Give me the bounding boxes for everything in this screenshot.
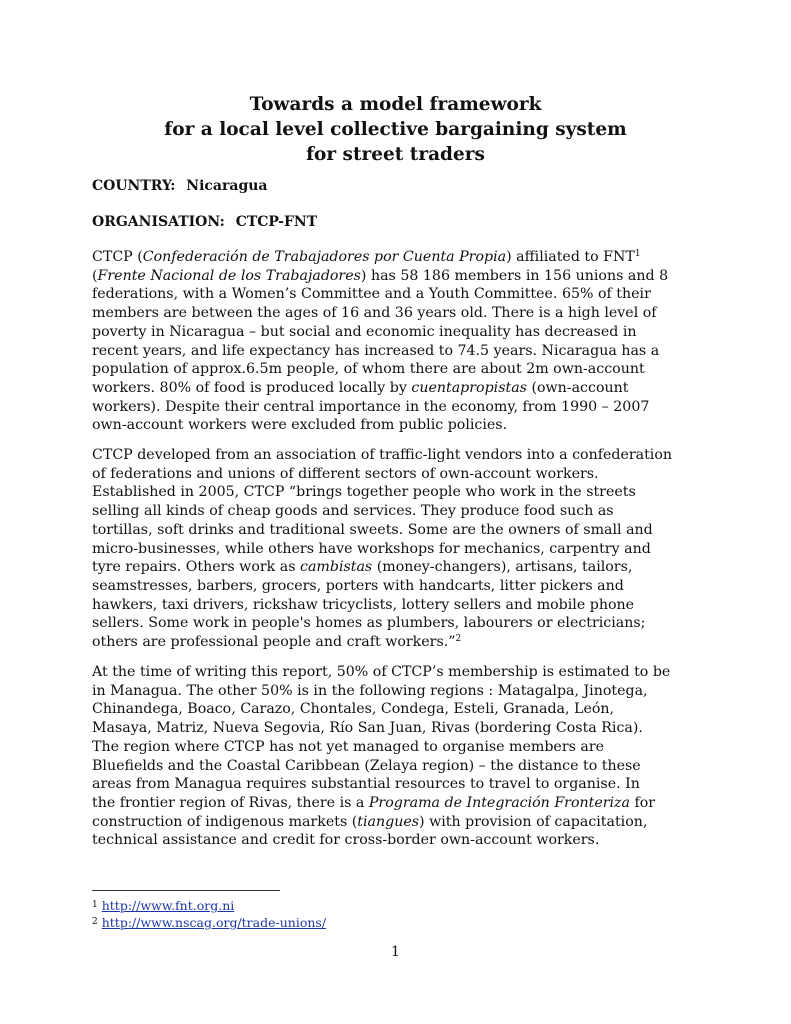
text-line: of federations and unions of different sectors of own-account workers. (92, 465, 599, 482)
text-line: federations, with a Women’s Committee and a Youth Committee. 65% of their (92, 286, 651, 303)
text-line: workers. 80% of food is produced locally by cuentapropistas (own-account (92, 379, 629, 396)
text-line: technical assistance and credit for cross-border own-account workers. (92, 832, 600, 849)
text-line: areas from Managua requires substantial resources to travel to organise. In (92, 776, 640, 793)
footnote-number: 2 (92, 917, 98, 927)
text-line: in Managua. The other 50% is in the following regions : Matagalpa, Jinotega, (92, 682, 648, 699)
footnote-ref-2: 2 (455, 634, 462, 645)
text-line: poverty in Nicaragua – but social and economic inequality has decreased in (92, 323, 637, 340)
title-line-1: Towards a model framework (249, 94, 542, 115)
footnote-link-fnt[interactable]: http://www.fnt.org.ni (101, 898, 235, 913)
text-line: hawkers, taxi drivers, rickshaw tricyclists, lottery sellers and mobile phone (92, 596, 635, 613)
text-line: (Frente Nacional de los Trabajadores) has 58 186 members in 156 unions and 8 (92, 267, 669, 284)
paragraph-membership (92, 248, 712, 435)
text-line: Chinandega, Boaco, Carazo, Chontales, Condega, Esteli, Granada, León, (92, 701, 615, 718)
text-line: members are between the ages of 16 and 36 years old. There is a high level of (92, 305, 657, 322)
footnote-link-nscag[interactable]: http://www.nscag.org/trade-unions/ (101, 915, 327, 930)
paragraph-regions (92, 663, 712, 850)
text-line: workers). Despite their central importance in the economy, from 1990 – 2007 (92, 398, 650, 415)
text-line: Established in 2005, CTCP “brings together people who work in the streets (92, 484, 636, 501)
text-line: the frontier region of Rivas, there is a Programa de Integración Fronteriza for (92, 794, 656, 811)
organisation-line (92, 213, 317, 231)
text-line: sellers. Some work in people's homes as plumbers, labourers or electricians; (92, 615, 646, 632)
footnote-2 (92, 914, 326, 931)
text-line: Masaya, Matriz, Nueva Segovia, Río San Juan, Rivas (bordering Costa Rica). (92, 720, 643, 737)
footnote-1 (92, 897, 326, 914)
country-line (92, 177, 267, 195)
footnotes (92, 897, 326, 931)
text-line: own-account workers were excluded from public policies. (92, 417, 508, 434)
page-number: 1 (391, 944, 400, 960)
text-line: The region where CTCP has not yet managed to organise members are (92, 738, 605, 755)
text-line: At the time of writing this report, 50% of CTCP’s membership is estimated to be (92, 664, 671, 680)
text-line: recent years, and life expectancy has increased to 74.5 years. Nicaragua has a (92, 342, 660, 359)
country-value: Nicaragua (186, 178, 268, 194)
text-line: Bluefields and the Coastal Caribbean (Zelaya region) – the distance to these (92, 757, 641, 774)
text-line: seamstresses, barbers, grocers, porters with handcarts, litter pickers and (92, 577, 624, 594)
title-line-2: for a local level collective bargaining system (164, 119, 627, 140)
text-line: tortillas, soft drinks and traditional sweets. Some are the owners of small and (92, 521, 653, 538)
footnote-number: 1 (92, 900, 98, 910)
text-line: CTCP (Confederación de Trabajadores por Cuenta Propia) affiliated to FNT$^1$ (92, 249, 641, 265)
country-label: COUNTRY: (92, 178, 176, 194)
organisation-label: ORGANISATION: (92, 214, 225, 230)
text-line: others are professional people and craft workers.”$^2$ (92, 634, 462, 651)
title-line-3: for street traders (306, 144, 485, 165)
text-line: micro-businesses, while others have workshops for mechanics, carpentry and (92, 540, 651, 557)
footnote-ref-1: 1 (634, 249, 641, 259)
text-line: population of approx.6.5m people, of whom there are about 2m own-account (92, 361, 645, 378)
text-line: tyre repairs. Others work as cambistas (money-changers), artisans, tailors, (92, 559, 633, 576)
paragraph-history (92, 446, 712, 652)
text-line: selling all kinds of cheap goods and services. They produce food such as (92, 503, 614, 520)
organisation-value: CTCP-FNT (235, 214, 318, 230)
text-line: construction of indigenous markets (tiangues) with provision of capacitation, (92, 813, 648, 830)
text-line: CTCP developed from an association of traffic-light vendors into a confederation (92, 447, 672, 463)
footnote-divider (92, 890, 280, 891)
document-title (60, 92, 731, 167)
